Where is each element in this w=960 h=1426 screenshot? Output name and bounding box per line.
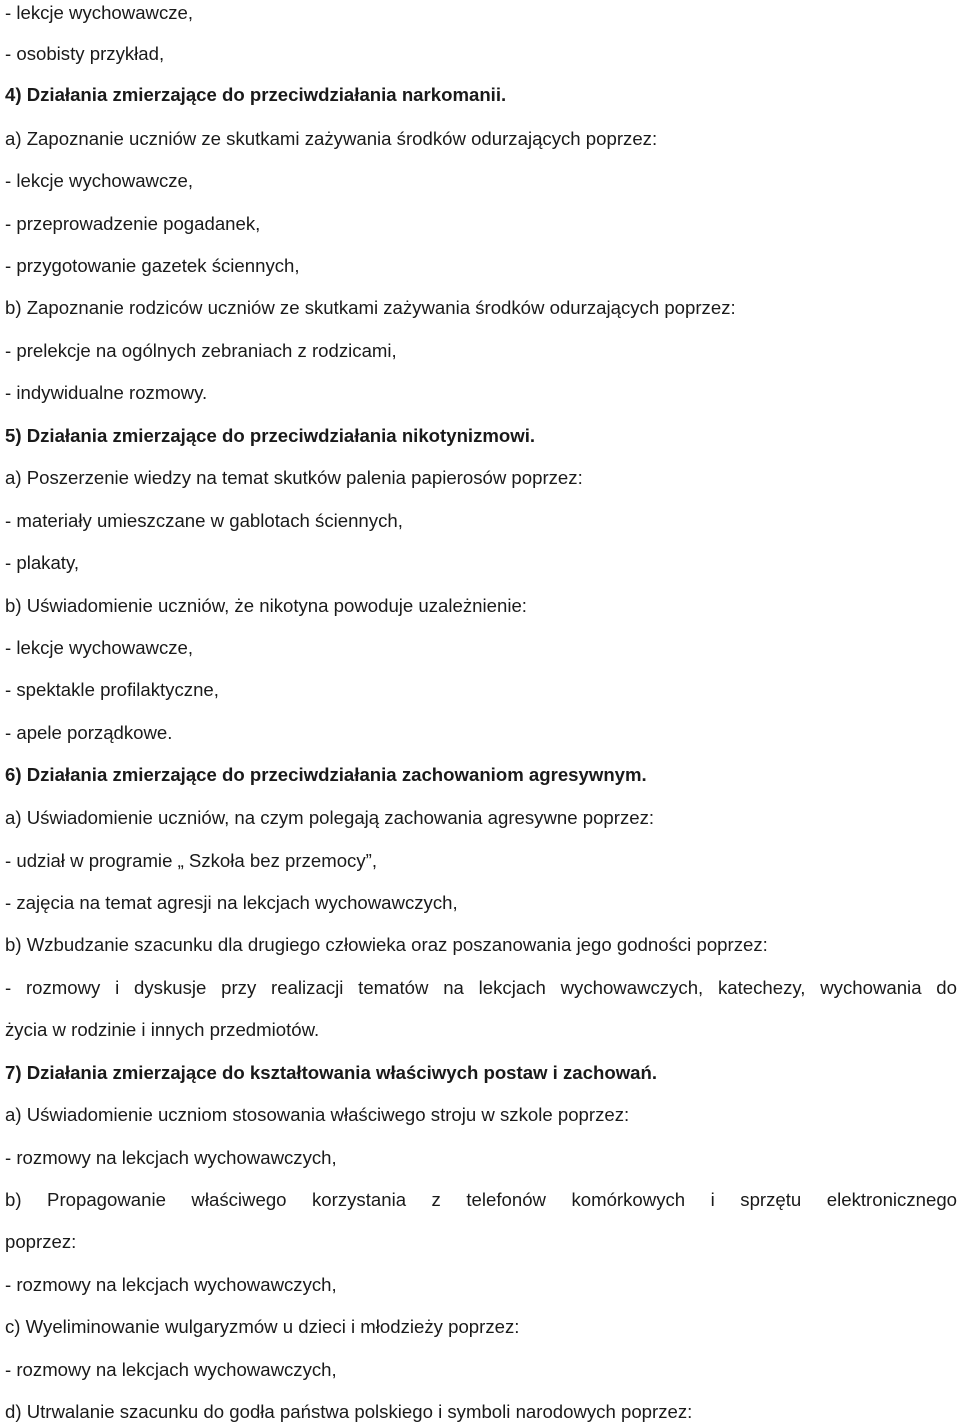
list-item: - rozmowy na lekcjach wychowawczych,: [5, 1147, 337, 1168]
section-heading: 6) Działania zmierzające do przeciwdziałania zachowaniom agresywnym.: [5, 764, 647, 785]
subsection-line: b) Zapoznanie rodziców uczniów ze skutkami zażywania środków odurzających poprzez:: [5, 297, 736, 318]
list-item: - osobisty przykład,: [5, 43, 165, 64]
list-item: - przygotowanie gazetek ściennych,: [5, 255, 300, 276]
subsection-line: b) Uświadomienie uczniów, że nikotyna powoduje uzależnienie:: [5, 595, 527, 616]
list-item: - zajęcia na temat agresji na lekcjach wychowawczych,: [5, 892, 458, 913]
section-heading: 5) Działania zmierzające do przeciwdziałania nikotynizmowi.: [5, 425, 536, 446]
section-heading: 4) Działania zmierzające do przeciwdziałania narkomanii.: [5, 84, 507, 105]
subsection-line: c) Wyeliminowanie wulgaryzmów u dzieci i młodzieży poprzez:: [5, 1316, 520, 1337]
list-item: - indywidualne rozmowy.: [5, 382, 208, 403]
list-item: - lekcje wychowawcze,: [5, 637, 194, 658]
list-item: - plakaty,: [5, 552, 80, 573]
section-heading: 7) Działania zmierzające do kształtowania właściwych postaw i zachowań.: [5, 1062, 658, 1083]
subsection-line: a) Uświadomienie uczniom stosowania właściwego stroju w szkole poprzez:: [5, 1104, 630, 1125]
list-item: - udział w programie „ Szkoła bez przemocy”,: [5, 850, 378, 871]
list-item: - lekcje wychowawcze,: [5, 2, 194, 23]
list-item: - apele porządkowe.: [5, 722, 173, 743]
list-item: - materiały umieszczane w gablotach ściennych,: [5, 510, 403, 531]
subsection-line: a) Zapoznanie uczniów ze skutkami zażywania środków odurzających poprzez:: [5, 128, 658, 149]
list-item: - przeprowadzenie pogadanek,: [5, 213, 261, 234]
list-item: - rozmowy na lekcjach wychowawczych,: [5, 1274, 337, 1295]
list-item-continuation: życia w rodzinie i innych przedmiotów.: [5, 1019, 320, 1040]
subsection-line: b) Wzbudzanie szacunku dla drugiego człowieka oraz poszanowania jego godności poprzez:: [5, 934, 768, 955]
list-item: - spektakle profilaktyczne,: [5, 679, 219, 700]
subsection-line: a) Uświadomienie uczniów, na czym polegają zachowania agresywne poprzez:: [5, 807, 655, 828]
list-item: - rozmowy i dyskusje przy realizacji tematów na lekcjach wychowawczych, katechezy, wychowania do: [5, 977, 957, 998]
list-item: - lekcje wychowawcze,: [5, 170, 194, 191]
subsection-line: b) Propagowanie właściwego korzystania z telefonów komórkowych i sprzętu elektronicznego: [5, 1189, 957, 1210]
subsection-line: a) Poszerzenie wiedzy na temat skutków palenia papierosów poprzez:: [5, 467, 583, 488]
list-item: - rozmowy na lekcjach wychowawczych,: [5, 1359, 337, 1380]
subsection-line: d) Utrwalanie szacunku do godła państwa polskiego i symboli narodowych poprzez:: [5, 1401, 693, 1422]
list-item: - prelekcje na ogólnych zebraniach z rodzicami,: [5, 340, 397, 361]
subsection-line-continuation: poprzez:: [5, 1231, 77, 1252]
